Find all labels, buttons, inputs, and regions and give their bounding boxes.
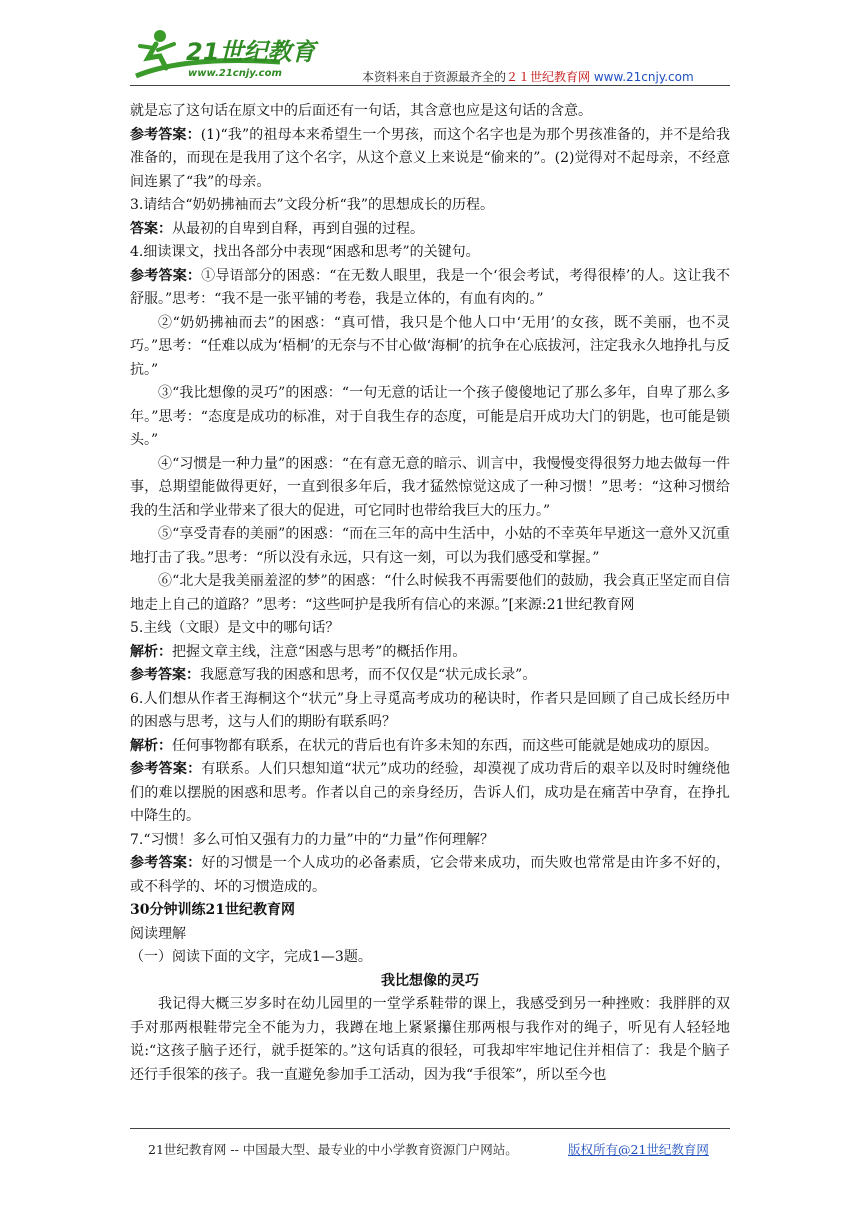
footer-copyright-link[interactable]: 版权所有@21世纪教育网 [568, 1142, 709, 1157]
answer-label: 参考答案： [130, 761, 202, 777]
paragraph [130, 194, 730, 218]
paragraph-text: (1)“我”的祖母本来希望生一个男孩，而这个名字也是为那个男孩准备的，并不是给我准备的，而现在是我用了这个名字，从这个意义上来说是“偷来的”。(2)觉得对不起母亲，不经意间连累了“我”的母亲。 [130, 126, 730, 190]
header-divider [130, 85, 730, 86]
paragraph [130, 688, 730, 735]
paragraph-text: 从最初的自卑到自释，再到自强的过程。 [172, 220, 424, 237]
answer-label: 解析： [130, 643, 172, 660]
paragraph-text: 5.主线（文眼）是文中的哪句话？ [130, 620, 340, 636]
paragraph [130, 641, 730, 665]
paragraph [130, 923, 730, 947]
passage-title [130, 970, 730, 994]
answer-label: 参考答案： [130, 126, 201, 143]
paragraph-text: ②“奶奶拂袖而去”的困惑：“真可惜，我只是个他人口中‘无用’的女孩，既不美丽，也不灵巧。”思考：“任难以成为‘梧桐’的无奈与不甘心做‘海桐’的抗争在心底拔河，注定我永久地挣扎与反抗。” [130, 314, 730, 378]
answer-label: 30分钟训练21世纪教育网 [130, 902, 295, 918]
paragraph-text: （一）阅读下面的文字，完成1—3题。 [130, 949, 372, 965]
paragraph-text: ③“我比想像的灵巧”的困惑：“一句无意的话让一个孩子傻傻地记了那么多年，自卑了那么多年。”思考：“态度是成功的标准，对于自我生存的态度，可能是启开成功大门的钥匙，也可能是锁头。” [130, 385, 730, 448]
paragraph [130, 664, 730, 688]
paragraph [130, 899, 730, 923]
paragraph-text: ①导语部分的困惑：“在无数人眼里，我是一个‘很会考试，考得很棒’的人。这让我不舒服。”思考：“我不是一张平铺的考卷，我是立体的，有血有肉的。” [130, 267, 730, 307]
page-header [130, 18, 730, 90]
paragraph [130, 100, 730, 124]
answer-label: 解析： [130, 737, 172, 754]
paragraph-text: 把握文章主线，注意“困惑与思考”的概括作用。 [172, 643, 467, 660]
paragraph [130, 124, 730, 195]
paragraph-text: 4.细读课文，找出各部分中表现“困惑和思考”的关键句。 [130, 244, 480, 260]
paragraph-text: 我愿意写我的困惑和思考，而不仅仅是“状元成长录”。 [200, 667, 537, 683]
footer-text: 21世纪教育网 -- 中国最大型、最专业的中小学教育资源门户网站。 [148, 1142, 518, 1157]
paragraph-text: 我比想像的灵巧 [381, 972, 479, 989]
paragraph-text: ④“习惯是一种力量”的困惑：“在有意无意的暗示、训言中，我慢慢变得很努力地去做每一件事，总期望能做得更好，一直到很多年后，我才猛然惊觉这成了一种习惯！”思考：“这种习惯给我的生活和学业带来了很大的促进，可它同时也带给我巨大的压力。” [130, 455, 730, 519]
paragraph-text: 7.“习惯！多么可怕又强有力的力量”中的“力量”作何理解？ [130, 831, 494, 848]
paragraph-text: ⑥“北大是我美丽羞涩的梦”的困惑：“什么时候我不再需要他们的鼓励，我会真正坚定而自信地走上自己的道路？”思考：“这些呵护是我所有信心的来源。”[来源:21世纪教育网 [130, 573, 730, 613]
answer-label: 答案： [130, 220, 172, 237]
logo-url: www.21cnjy.com [188, 68, 282, 79]
paragraph [130, 758, 730, 829]
paragraph-text: 有联系。人们只想知道“状元”成功的经验，却漠视了成功背后的艰辛以及时时缠绕他们的难以摆脱的困惑和思考。作者以自己的亲身经历，告诉人们，成功是在痛苦中孕育，在挣扎中降生的。 [130, 761, 731, 824]
document-body [130, 100, 730, 1087]
paragraph [130, 453, 730, 524]
paragraph [130, 312, 730, 383]
paragraph [130, 852, 730, 899]
logo-21cnjy [130, 22, 340, 84]
paragraph [130, 241, 730, 265]
paragraph [130, 829, 730, 853]
paragraph [130, 570, 730, 617]
header-url[interactable]: www.21cnjy.com [593, 70, 694, 84]
paragraph [130, 265, 730, 312]
paragraph [130, 946, 730, 970]
paragraph [130, 523, 730, 570]
header-highlight: ２１世纪教育网 [506, 70, 591, 84]
header-source-line [362, 68, 694, 85]
paragraph [130, 617, 730, 641]
paragraph-text: 任何事物都有联系，在状元的背后也有许多未知的东西，而这些可能就是她成功的原因。 [172, 737, 718, 754]
paragraph-text: 阅读理解 [130, 925, 186, 942]
paragraph [130, 735, 730, 759]
paragraph-text: 我记得大概三岁多时在幼儿园里的一堂学系鞋带的课上，我感受到另一种挫败：我胖胖的双手对那两根鞋带完全不能为力，我蹲在地上紧紧攥住那两根与我作对的绳子，听见有人轻轻地说:“这孩子脑子还行，就手挺笨的。”这句话真的很轻，可我却牢牢地记住并相信了：我是个脑子还行手很笨的孩子。我一直避免参加手工活动，因为我“手很笨”，所以至今也 [130, 996, 730, 1083]
paragraph-text: 就是忘了这句话在原文中的后面还有一句话，其含意也应是这句话的含意。 [130, 103, 592, 119]
footer-divider [130, 1128, 730, 1129]
paragraph-text: 3.请结合“奶奶拂袖而去”文段分析“我”的思想成长的历程。 [130, 197, 494, 213]
logo-text: 21世纪教育 [186, 38, 316, 66]
paragraph [130, 993, 730, 1087]
answer-label: 参考答案： [130, 855, 202, 871]
paragraph [130, 218, 730, 242]
header-prefix: 本资料来自于资源最齐全的 [362, 70, 507, 84]
paragraph-text: 6.人们想从作者王海桐这个“状元”身上寻觅高考成功的秘诀时，作者只是回顾了自己成长经历中的困惑与思考，这与人们的期盼有联系吗？ [130, 690, 730, 730]
paragraph-text: 好的习惯是一个人成功的必备素质，它会带来成功，而失败也常常是由许多不好的，或不科学的、坏的习惯造成的。 [130, 855, 731, 895]
paragraph-text: ⑤“享受青春的美丽”的困惑：“而在三年的高中生活中，小姑的不幸英年早逝这一意外又沉重地打击了我。”思考：“所以没有永远，只有这一刻，可以为我们感受和掌握。” [130, 526, 730, 566]
answer-label: 参考答案： [130, 667, 200, 683]
answer-label: 参考答案： [130, 267, 202, 284]
paragraph [130, 382, 730, 453]
